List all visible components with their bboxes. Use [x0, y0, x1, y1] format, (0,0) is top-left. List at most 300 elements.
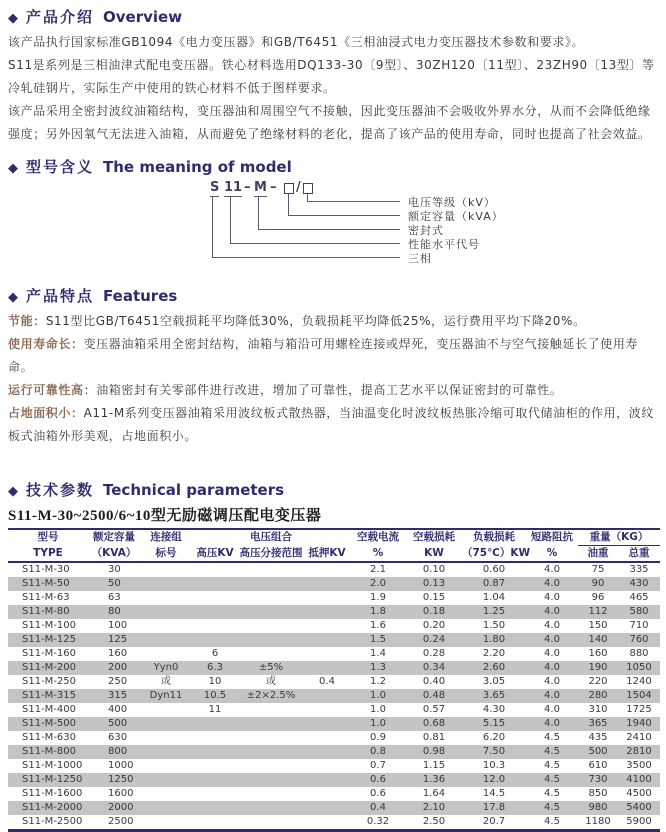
model-slash: / [296, 180, 301, 195]
table-cell: 160 [108, 648, 128, 659]
table-cell: 0.10 [422, 564, 446, 575]
table-cell: 1.3 [370, 662, 386, 673]
table-cell: 4.5 [544, 788, 560, 799]
model-seal-code: M [254, 180, 267, 195]
table-cell [140, 787, 192, 801]
table-cell [304, 731, 350, 745]
table-cell: 1250 [108, 774, 134, 785]
table-cell: 1.0 [370, 718, 386, 729]
table-cell [238, 633, 304, 647]
table-cell [304, 787, 350, 801]
model-phase-code: S [210, 180, 220, 195]
table-cell: 1.36 [422, 774, 446, 785]
table-cell: 1050 [626, 662, 652, 673]
table-row [8, 801, 660, 815]
table-cell: 30 [108, 564, 121, 575]
table-cell [140, 745, 192, 759]
table-cell: 4.0 [544, 634, 560, 645]
table-cell: S11-M-200 [22, 662, 77, 673]
table-cell [238, 745, 304, 759]
column-subheader: 总重 [628, 547, 650, 559]
feature-item [8, 310, 658, 333]
table-cell: 0.87 [482, 578, 506, 589]
column-header: 重量（KG） [578, 529, 660, 546]
callout-vertical-line [258, 197, 259, 229]
column-subheader: （KVA） [91, 546, 137, 559]
table-cell: 610 [588, 760, 608, 771]
table-cell: 730 [588, 774, 608, 785]
table-cell [140, 773, 192, 787]
table-cell: 1600 [108, 788, 134, 799]
callout-vertical-line [230, 197, 231, 243]
table-cell [304, 815, 350, 831]
table-cell: 125 [108, 634, 128, 645]
table-cell: 50 [108, 578, 121, 589]
table-cell [192, 815, 238, 831]
table-cell: 0.9 [370, 732, 386, 743]
table-cell: 2.50 [422, 816, 446, 827]
callout-vertical-line [212, 197, 213, 257]
table-cell: 4.0 [544, 620, 560, 631]
table-cell [192, 787, 238, 801]
table-cell: 465 [629, 592, 649, 603]
column-subheader: KW [424, 546, 444, 559]
feature-item-label: 使用寿命长： [8, 337, 84, 351]
model-dash: – [270, 180, 277, 195]
table-cell: 1.04 [482, 592, 506, 603]
table-cell: 140 [588, 634, 608, 645]
table-cell: 4.30 [482, 704, 506, 715]
model-level-code: 11 [224, 180, 243, 195]
table-cell: 6.3 [207, 662, 223, 673]
table-cell [304, 717, 350, 731]
table-cell: 1.9 [370, 592, 386, 603]
table-cell: 1504 [626, 690, 652, 701]
callout-horizontal-line [230, 243, 400, 244]
table-cell: 580 [629, 606, 649, 617]
table-cell [304, 661, 350, 675]
table-cell: S11-M-500 [22, 718, 77, 729]
table-row [8, 759, 660, 773]
table-cell: 630 [108, 732, 128, 743]
table-cell: 200 [108, 662, 128, 673]
table-cell [304, 689, 350, 703]
table-cell: 1000 [108, 760, 134, 771]
table-cell: 1725 [626, 704, 652, 715]
table-row [8, 703, 660, 717]
table-cell: 310 [588, 704, 608, 715]
table-cell: 5.15 [482, 718, 506, 729]
table-cell: 1.64 [422, 788, 446, 799]
table-cell: 0.6 [370, 774, 386, 785]
table-cell [140, 801, 192, 815]
table-cell: 160 [588, 648, 608, 659]
diamond-bullet-icon: ◆ [8, 290, 18, 305]
table-cell: 800 [108, 746, 128, 757]
column-subheader: 油重 [587, 547, 609, 559]
table-cell: 4.0 [544, 648, 560, 659]
table-cell: 2000 [108, 802, 134, 813]
column-header: 连接组 [150, 531, 182, 544]
table-cell: 0.48 [422, 690, 446, 701]
table-cell [140, 633, 192, 647]
table-cell: 365 [588, 718, 608, 729]
parameters-section-header [8, 479, 658, 500]
table-cell: 63 [108, 592, 121, 603]
table-cell: 2.0 [370, 578, 386, 589]
table-cell [304, 633, 350, 647]
table-row [8, 647, 660, 661]
overview-paragraph: 该产品采用全密封波纹油箱结构，变压器油和周围空气不接触，因此变压器油不会吸收外界水分，从而不会降低绝缘强度；另外因氧气无法进入油箱，从而避免了绝缘材料的老化，提高了该产品的使用寿命，同时也提高了社会效益。 [8, 104, 651, 141]
table-cell [304, 577, 350, 591]
table-cell [304, 759, 350, 773]
callout-horizontal-line [307, 201, 400, 202]
table-cell [192, 577, 238, 591]
table-cell: 2.10 [422, 802, 446, 813]
diamond-bullet-icon: ◆ [8, 161, 18, 176]
table-cell [238, 759, 304, 773]
table-cell: Yyn0 [153, 662, 179, 673]
table-cell: 435 [588, 732, 608, 743]
table-cell: 10.5 [203, 690, 227, 701]
table-cell: 或 [266, 676, 276, 687]
placeholder-box-icon [303, 183, 313, 194]
table-cell: S11-M-30 [22, 564, 70, 575]
overview-title-en: Overview [103, 8, 183, 26]
table-cell: 1.25 [482, 606, 506, 617]
table-cell: S11-M-250 [22, 676, 77, 687]
feature-item-text: 变压器油箱采用全密封结构，油箱与箱沿可用螺栓连接或焊死，变压器油不与空气接触延长了使用寿命。 [8, 337, 639, 374]
table-cell: 0.20 [422, 620, 446, 631]
table-cell: 0.34 [422, 662, 446, 673]
table-cell: 315 [108, 690, 128, 701]
column-header: 额定容量 [93, 531, 135, 544]
table-cell [304, 773, 350, 787]
table-cell: 75 [591, 564, 605, 575]
model-title-en: The meaning of model [103, 158, 292, 176]
table-cell: 400 [108, 704, 128, 715]
table-cell [304, 591, 350, 605]
table-cell: S11-M-1250 [22, 774, 83, 785]
table-cell: 0.57 [422, 704, 446, 715]
table-cell: S11-M-630 [22, 732, 77, 743]
table-cell: 0.6 [370, 788, 386, 799]
feature-item-text: 油箱密封有关零部件进行改进，增加了可靠性，提高工艺水平以保证密封的可靠性。 [96, 383, 563, 397]
table-cell: 6.20 [482, 732, 506, 743]
table-cell: Dyn11 [149, 690, 183, 701]
table-cell: 4.0 [544, 676, 560, 687]
table-cell: ±5% [258, 662, 284, 673]
table-cell: 1.4 [370, 648, 386, 659]
table-row [8, 731, 660, 745]
table-cell [238, 815, 304, 831]
model-code-diagram [8, 181, 658, 275]
table-cell: S11-M-100 [22, 620, 77, 631]
table-cell [238, 647, 304, 661]
column-header: 负载损耗 [473, 531, 515, 544]
parameters-table-title: S11-M-30~2500/6~10型无励磁调压配电变压器 [8, 508, 322, 524]
table-cell [192, 731, 238, 745]
feature-item-label: 节能： [8, 314, 46, 328]
table-cell: 或 [161, 676, 171, 687]
table-cell: 880 [629, 648, 649, 659]
table-cell: 2810 [626, 746, 652, 757]
table-cell: 5900 [626, 816, 652, 827]
table-cell: 500 [108, 718, 128, 729]
table-cell: 1240 [626, 676, 652, 687]
table-cell [304, 619, 350, 633]
model-callout-label: 额定容量（kVA） [408, 210, 504, 223]
column-header: 空载电流 [357, 531, 399, 544]
column-header: 电压组合 [250, 531, 292, 544]
table-row [8, 787, 660, 801]
table-cell [238, 731, 304, 745]
feature-item-text: A11-M系列变压器油箱采用波纹板式散热器，当油温变化时波纹板热胀冷缩可取代储油柜的作用，波纹板式油箱外形美观，占地面积小。 [8, 406, 654, 443]
table-cell: 4.0 [544, 564, 560, 575]
table-cell [192, 633, 238, 647]
table-cell [192, 717, 238, 731]
table-cell [304, 647, 350, 661]
table-cell: S11-M-160 [22, 648, 77, 659]
table-cell [192, 745, 238, 759]
features-section-header [8, 285, 658, 306]
overview-title-zh: 产品介绍 [26, 8, 95, 26]
table-cell: 1.5 [370, 634, 386, 645]
table-header [8, 529, 660, 562]
table-cell [140, 731, 192, 745]
table-cell: 0.68 [422, 718, 446, 729]
table-cell: 0.4 [319, 676, 335, 687]
table-cell: 2.20 [482, 648, 506, 659]
column-subheader: 标号 [155, 546, 177, 559]
table-cell: 1.8 [370, 606, 386, 617]
table-cell: 430 [629, 578, 649, 589]
table-cell: 0.7 [370, 760, 386, 771]
table-cell [140, 577, 192, 591]
column-header: 型号 [37, 531, 59, 544]
table-cell: 1940 [626, 718, 652, 729]
table-row [8, 619, 660, 633]
parameters-title-en: Technical parameters [103, 481, 285, 499]
table-cell: 4.5 [544, 732, 560, 743]
column-subheader: 抵押KV [308, 546, 346, 559]
column-header: 空载损耗 [413, 531, 455, 544]
table-row [8, 773, 660, 787]
table-row [8, 717, 660, 731]
feature-item [8, 333, 658, 379]
table-cell [304, 605, 350, 619]
table-cell: 5400 [626, 802, 652, 813]
callout-horizontal-line [258, 229, 400, 230]
table-cell: 710 [629, 620, 649, 631]
table-cell: 4.0 [544, 718, 560, 729]
table-cell [238, 787, 304, 801]
table-cell: 280 [588, 690, 608, 701]
callout-horizontal-line [212, 257, 400, 258]
table-cell [304, 745, 350, 759]
table-cell: 760 [629, 634, 649, 645]
model-callout-label: 电压等级（kV） [408, 196, 496, 209]
features-title-zh: 产品特点 [26, 287, 95, 305]
table-cell: 0.13 [422, 578, 446, 589]
feature-item-text: S11型比GB/T6451空载损耗平均降低30%，负载损耗平均降低25%，运行费用平均下降20%。 [45, 314, 586, 328]
table-cell: 2.1 [370, 564, 386, 575]
table-cell [192, 591, 238, 605]
table-cell: S11-M-1600 [22, 788, 83, 799]
table-cell: 0.28 [422, 648, 446, 659]
table-cell: 6 [211, 648, 219, 659]
table-cell: 4500 [626, 788, 652, 799]
table-cell [192, 773, 238, 787]
feature-item-label: 运行可靠性高： [8, 383, 97, 397]
table-cell [140, 647, 192, 661]
callout-horizontal-line [288, 215, 400, 216]
table-cell: S11-M-400 [22, 704, 77, 715]
table-cell: 980 [588, 802, 608, 813]
table-cell: 850 [588, 788, 608, 799]
table-cell: 0.24 [422, 634, 446, 645]
table-cell [238, 577, 304, 591]
table-cell: 4.0 [544, 662, 560, 673]
table-cell: 1180 [585, 816, 611, 827]
table-cell [140, 562, 192, 577]
table-cell: 3500 [626, 760, 652, 771]
table-cell: S11-M-1000 [22, 760, 83, 771]
table-row [8, 605, 660, 619]
overview-paragraphs [8, 31, 658, 146]
table-cell: 4.5 [544, 816, 560, 827]
table-cell: 1.0 [370, 690, 386, 701]
diamond-bullet-icon: ◆ [8, 484, 18, 499]
table-row [8, 661, 660, 675]
table-cell: 0.8 [370, 746, 386, 757]
table-cell: 4.5 [544, 802, 560, 813]
column-subheader: 高压分接范围 [239, 546, 303, 559]
overview-paragraph: S11是系列是三相油津式配电变压器。铁心材料选用DQ133-30〔9型〕、30ZH120〔11型〕、23ZH90〔13型〕等冷轧硅钢片，实际生产中使用的铁心材料不低于图样要求。 [8, 58, 655, 95]
model-callout-label: 密封式 [408, 224, 444, 237]
table-cell: 1.15 [422, 760, 446, 771]
table-cell: S11-M-50 [22, 578, 70, 589]
table-cell [304, 801, 350, 815]
table-cell: 112 [588, 606, 608, 617]
table-cell [140, 703, 192, 717]
table-cell [140, 759, 192, 773]
table-cell: 4.0 [544, 690, 560, 701]
feature-item [8, 402, 658, 448]
table-cell: 3.05 [482, 676, 506, 687]
table-cell: 10 [208, 676, 222, 687]
table-row [8, 591, 660, 605]
table-cell: 7.50 [482, 746, 506, 757]
table-cell: 0.15 [422, 592, 446, 603]
table-cell [238, 773, 304, 787]
table-cell: 12.0 [482, 774, 506, 785]
table-cell [192, 801, 238, 815]
table-cell: 220 [588, 676, 608, 687]
table-cell: 1.6 [370, 620, 386, 631]
table-cell [140, 717, 192, 731]
table-cell: 250 [108, 676, 128, 687]
table-cell: 0.4 [370, 802, 386, 813]
table-row [8, 675, 660, 689]
table-cell: S11-M-125 [22, 634, 77, 645]
table-cell: 100 [108, 620, 128, 631]
table-cell [192, 619, 238, 633]
table-cell: 4.0 [544, 606, 560, 617]
diamond-bullet-icon: ◆ [8, 11, 18, 26]
parameters-table [8, 528, 660, 832]
table-cell: 1.0 [370, 704, 386, 715]
table-cell [140, 605, 192, 619]
table-cell: 80 [108, 606, 121, 617]
table-cell: S11-M-800 [22, 746, 77, 757]
callout-vertical-line [307, 194, 308, 201]
table-cell: 2410 [626, 732, 652, 743]
table-cell [192, 562, 238, 577]
placeholder-box-icon [284, 183, 294, 194]
model-dash: – [244, 180, 251, 195]
table-cell: 4.5 [544, 760, 560, 771]
overview-paragraph: 该产品执行国家标准GB1094《电力变压器》和GB/T6451《三相油浸式电力变压器技术参数和要求》。 [8, 35, 585, 49]
table-row [8, 815, 660, 831]
table-cell: S11-M-315 [22, 690, 77, 701]
table-cell [304, 703, 350, 717]
model-callout-label: 三相 [408, 252, 432, 265]
table-cell: 10.3 [482, 760, 506, 771]
table-cell: 90 [591, 578, 605, 589]
column-subheader: % [546, 546, 558, 559]
table-cell: 11 [208, 704, 222, 715]
overview-section-header [8, 6, 658, 27]
table-row [8, 745, 660, 759]
table-cell: 0.98 [422, 746, 446, 757]
table-cell: 500 [588, 746, 608, 757]
table-cell: 4.0 [544, 592, 560, 603]
table-cell: ±2×2.5% [246, 690, 296, 701]
table-cell [140, 815, 192, 831]
column-header: 短路阻抗 [531, 531, 573, 544]
table-cell [238, 703, 304, 717]
table-cell: 20.7 [482, 816, 506, 827]
table-cell: 0.32 [366, 816, 390, 827]
table-cell [238, 605, 304, 619]
table-cell: 2.60 [482, 662, 506, 673]
table-cell: 1.50 [482, 620, 506, 631]
table-cell [192, 759, 238, 773]
table-cell: 0.40 [422, 676, 446, 687]
parameters-title-zh: 技术参数 [26, 481, 95, 499]
table-cell: 1.80 [482, 634, 506, 645]
table-cell [192, 605, 238, 619]
table-cell [304, 562, 350, 577]
features-title-en: Features [103, 287, 178, 305]
table-cell: 1.2 [370, 676, 386, 687]
table-cell: 17.8 [482, 802, 506, 813]
feature-item-label: 占地面积小： [8, 406, 84, 420]
table-cell: 4100 [626, 774, 652, 785]
table-cell: S11-M-2500 [22, 816, 83, 827]
column-subheader: 高压KV [196, 546, 234, 559]
table-cell [238, 801, 304, 815]
table-cell: 335 [629, 564, 649, 575]
table-cell: 2500 [108, 816, 134, 827]
column-subheader: TYPE [33, 546, 63, 559]
column-subheader: （75℃）KW [462, 546, 531, 559]
table-cell: S11-M-63 [22, 592, 70, 603]
table-cell: 4.5 [544, 774, 560, 785]
table-cell: S11-M-80 [22, 606, 70, 617]
column-subheader: % [372, 546, 384, 559]
